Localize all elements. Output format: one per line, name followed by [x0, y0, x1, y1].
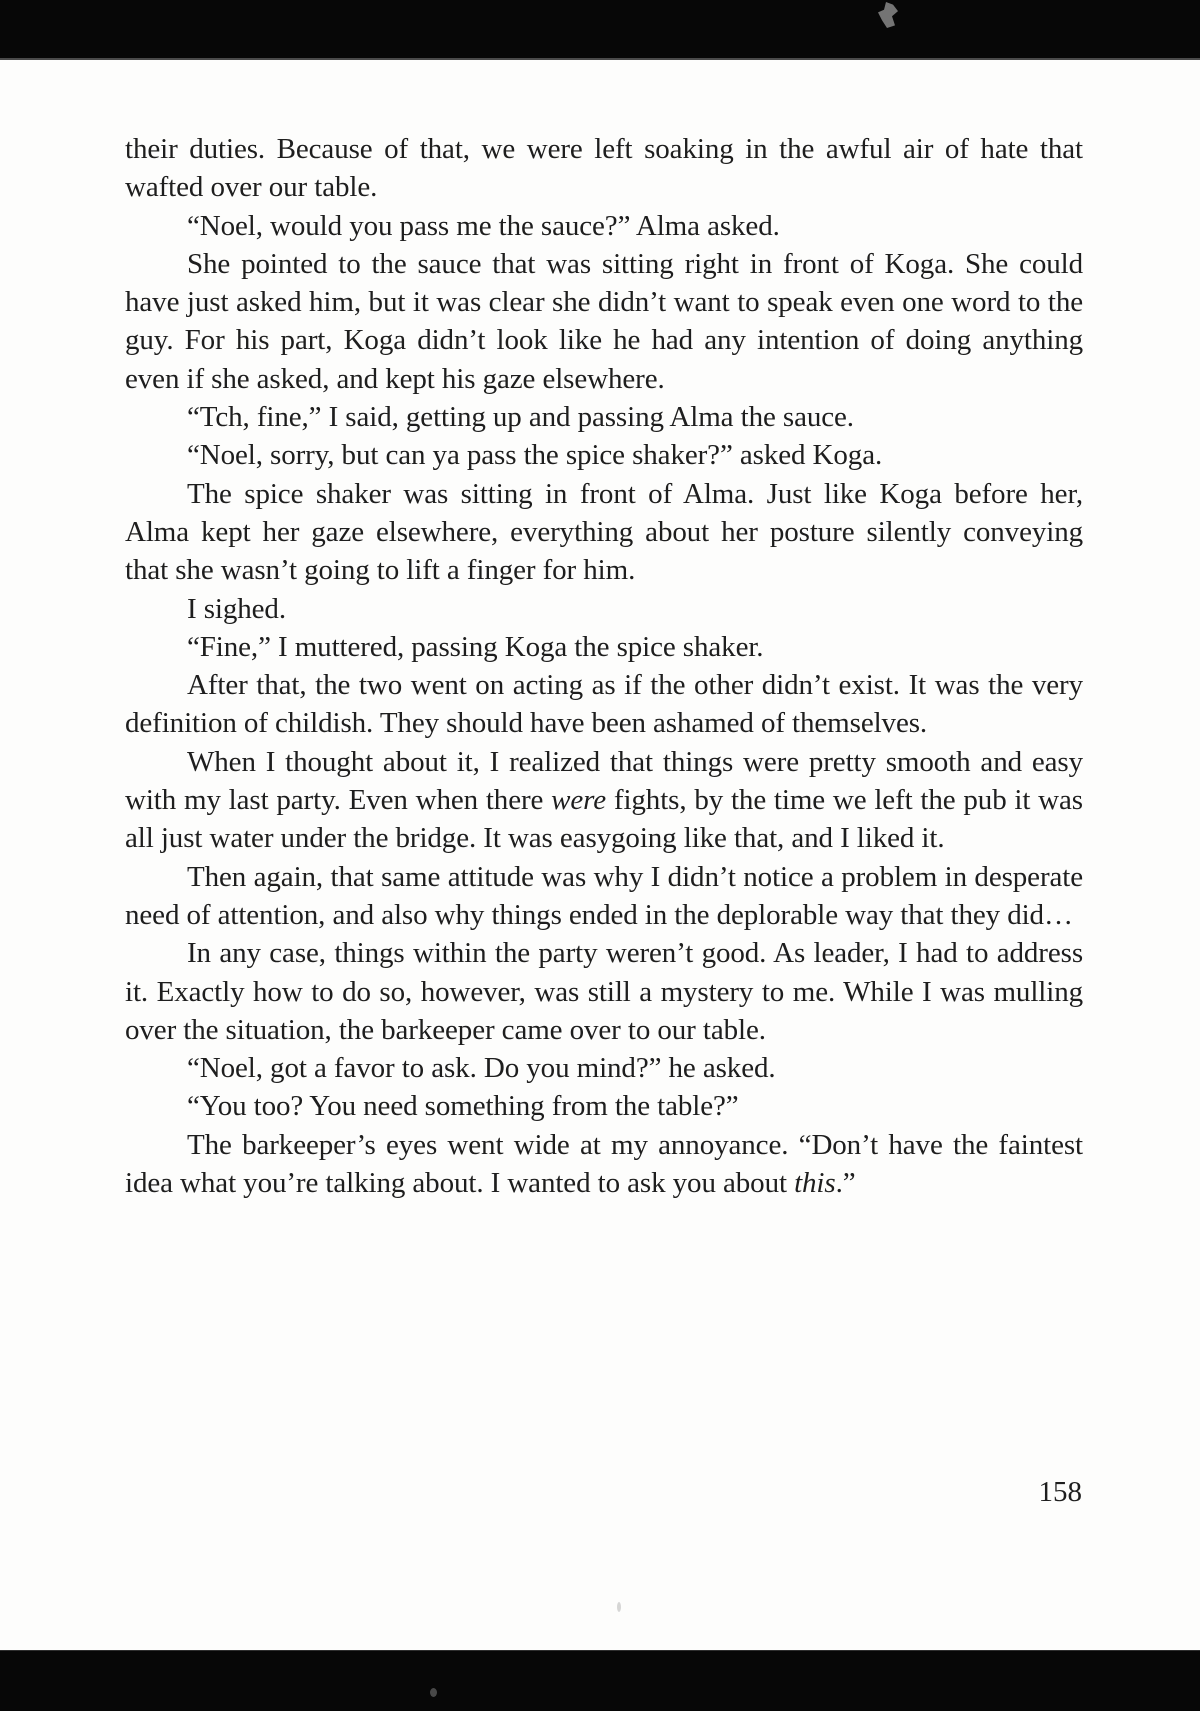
paragraph	[125, 245, 1083, 398]
text-segment: “Noel, sorry, but can ya pass the spice shaker?” asked Koga.	[187, 439, 883, 472]
text-segment: She pointed to the sauce that was sitting right in front of Koga. She could have just asked him, but it was clear she didn’t want to speak even one word to the guy. For his part, Koga didn’t look like he had any intention of doing anything even if she asked, and kept his gaze elsewhere.	[125, 247, 1083, 395]
paragraph	[125, 743, 1083, 858]
paragraph	[125, 1049, 1083, 1087]
paragraph	[125, 666, 1083, 743]
text-segment: Then again, that same attitude was why I didn’t notice a problem in desperate need of attention, and also why things ended in the deplorable way that they did…	[125, 860, 1083, 931]
paragraph	[125, 934, 1083, 1049]
paragraph	[125, 1087, 1083, 1125]
scan-artifact	[430, 1688, 437, 1697]
text-segment: their duties. Because of that, we were left soaking in the awful air of hate that wafted over our table.	[125, 133, 1083, 204]
text-segment: The barkeeper’s eyes went wide at my annoyance. “Don’t have the faintest idea what you’re talking about. I wanted to ask you about	[125, 1128, 1083, 1200]
text-segment: “Noel, would you pass me the sauce?” Alma asked.	[187, 209, 780, 242]
paragraph	[125, 207, 1083, 245]
paragraph	[125, 590, 1083, 628]
paragraph	[125, 398, 1083, 436]
paragraph	[125, 628, 1083, 666]
text-segment: When I thought about it, I realized that things were pretty smooth and easy with my last party. Even when there	[125, 745, 1083, 817]
text-segment: The spice shaker was sitting in front of Alma. Just like Koga before her, Alma kept her gaze elsewhere, everything about her posture silently conveying that she wasn’t going to lift a finger for him.	[125, 477, 1083, 587]
text-segment: fights, by the time we left the pub it was all just water under the bridge. It was easygoing like that, and I liked it.	[125, 784, 1083, 855]
paragraph	[125, 436, 1083, 474]
paragraph	[125, 858, 1083, 935]
text-segment: After that, the two went on acting as if the other didn’t exist. It was the very definition of childish. They should have been ashamed of themselves.	[125, 669, 1083, 740]
text-segment: “You too? You need something from the table?”	[187, 1090, 739, 1123]
text-segment-italic: this	[794, 1167, 836, 1200]
text-segment: I sighed.	[187, 592, 286, 625]
paragraph	[125, 130, 1083, 207]
scan-border-top	[0, 0, 1200, 60]
text-segment: “Noel, got a favor to ask. Do you mind?” he asked.	[187, 1052, 776, 1085]
text-segment: In any case, things within the party weren’t good. As leader, I had to address it. Exactly how to do so, however, was still a mystery to me. While I was mulling over the situation, the barkeeper came over to our table.	[125, 937, 1083, 1046]
book-page	[0, 58, 1200, 1650]
scan-border-bottom	[0, 1650, 1200, 1711]
page-number: 158	[1038, 1476, 1082, 1508]
text-segment-italic: were	[551, 784, 607, 817]
text-segment: “Fine,” I muttered, passing Koga the spice shaker.	[187, 630, 764, 663]
text-segment: .”	[835, 1167, 856, 1200]
text-block	[125, 130, 1083, 1202]
text-segment: “Tch, fine,” I said, getting up and passing Alma the sauce.	[187, 401, 854, 434]
paragraph	[125, 1126, 1083, 1203]
paragraph	[125, 475, 1083, 590]
scan-artifact	[617, 1602, 621, 1612]
